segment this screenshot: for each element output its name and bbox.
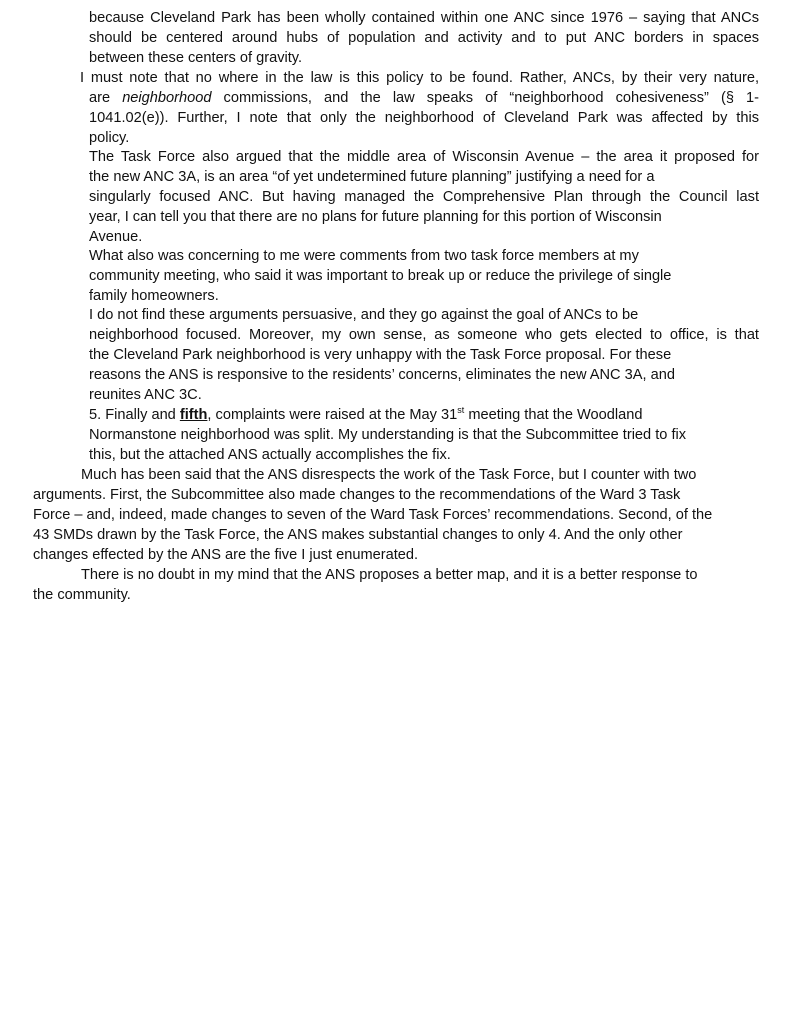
paragraph-line: changes effected by the ANS are the five I just enumerated. — [33, 547, 419, 563]
paragraph-line: What also was concerning to me were comments from two task force members at my — [89, 248, 639, 264]
paragraph-line: year, I can tell you that there are no plans for future planning for this portion of Wisconsin — [89, 209, 662, 225]
paragraph-line: because Cleveland Park has been wholly contained within one ANC since 1976 – saying that ANCs — [89, 10, 759, 26]
paragraph-line: family homeowners. — [89, 288, 219, 304]
paragraph-line: Avenue. — [89, 229, 143, 245]
paragraph-line: Normanstone neighborhood was split. My understanding is that the Subcommittee tried to fix — [89, 427, 687, 443]
paragraph-line: should be centered around hubs of population and activity and to put ANC borders in spaces — [89, 30, 759, 46]
paragraph-line: policy. — [89, 130, 130, 146]
paragraph-line: between these centers of gravity. — [89, 50, 303, 66]
paragraph-line: this, but the attached ANS actually accomplishes the fix. — [89, 447, 451, 463]
text-run: meeting that the Woodland — [464, 407, 643, 423]
text-run: 5. Finally and — [89, 407, 180, 423]
paragraph-line: the community. — [33, 587, 131, 603]
paragraph-line: neighborhood focused. Moreover, my own sense, as someone who gets elected to office, is that — [89, 327, 759, 343]
paragraph-line: the Cleveland Park neighborhood is very unhappy with the Task Force proposal. For these — [89, 347, 672, 363]
paragraph-line — [89, 89, 759, 109]
paragraph-line: reasons the ANS is responsive to the residents’ concerns, eliminates the new ANC 3A, and — [89, 367, 675, 383]
emphasis-text: fifth — [179, 407, 208, 423]
paragraph-line: singularly focused ANC. But having managed the Comprehensive Plan through the Council last — [89, 189, 759, 205]
emphasis-text: neighborhood — [122, 90, 212, 106]
text-run: , complaints were raised at the May 31 — [207, 407, 458, 423]
paragraph-line: the new ANC 3A, is an area “of yet undetermined future planning” justifying a need for a — [89, 169, 655, 185]
paragraph-line: I must note that no where in the law is this policy to be found. Rather, ANCs, by their very nature, — [80, 70, 759, 86]
paragraph-line: Force – and, indeed, made changes to seven of the Ward Task Forces’ recommendations. Second, of the — [33, 507, 713, 523]
text-run: are — [89, 90, 123, 106]
paragraph-line: There is no doubt in my mind that the ANS proposes a better map, and it is a better response to — [81, 567, 698, 583]
paragraph-line: 1041.02(e)). Further, I note that only the neighborhood of Cleveland Park was affected by this — [89, 110, 759, 126]
paragraph-line: reunites ANC 3C. — [89, 387, 202, 403]
paragraph-line: arguments. First, the Subcommittee also made changes to the recommendations of the Ward 3 Task — [33, 487, 681, 503]
paragraph-line: 43 SMDs drawn by the Task Force, the ANS makes substantial changes to only 4. And the only other — [33, 527, 683, 543]
paragraph-line: The Task Force also argued that the middle area of Wisconsin Avenue – the area it proposed for — [89, 149, 759, 165]
text-run: commissions, and the law speaks of “neighborhood cohesiveness” (§ 1- — [211, 90, 759, 106]
paragraph-line — [89, 406, 643, 426]
paragraph-line: community meeting, who said it was important to break up or reduce the privilege of single — [89, 268, 672, 284]
superscript: st — [457, 405, 465, 415]
paragraph-line: Much has been said that the ANS disrespects the work of the Task Force, but I counter with two — [81, 467, 697, 483]
paragraph-line: I do not find these arguments persuasive, and they go against the goal of ANCs to be — [89, 307, 639, 323]
